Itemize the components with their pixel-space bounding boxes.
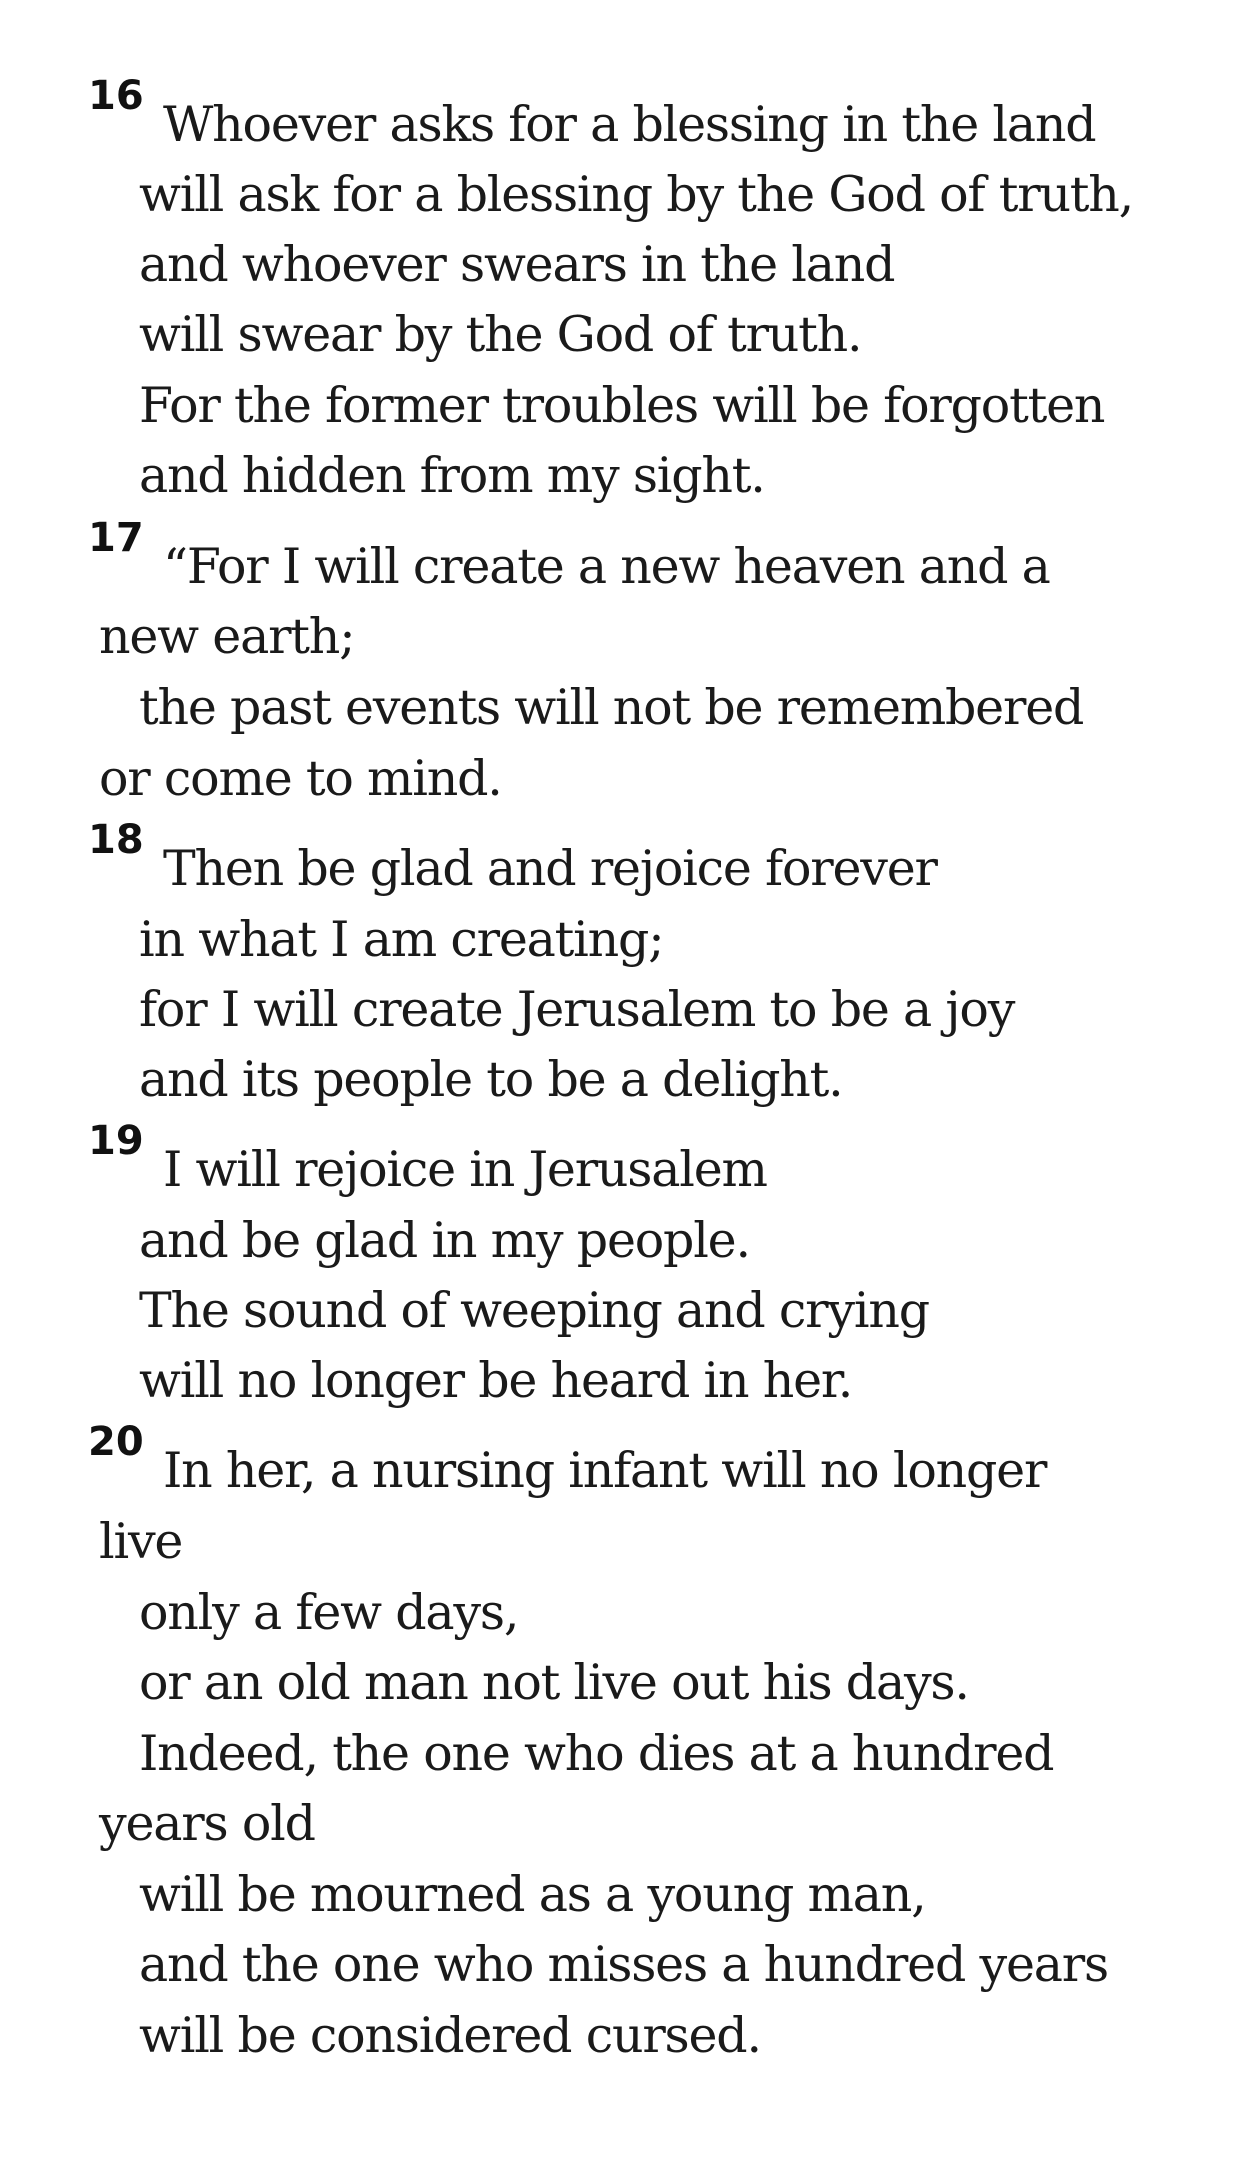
- verse-line: For the former troubles will be forgotten: [139, 377, 1105, 434]
- verse-line: and whoever swears in the land: [139, 236, 895, 293]
- verse-line: will be mourned as a young man,: [139, 1866, 926, 1923]
- verse-number: 16: [88, 73, 144, 119]
- verse-line: the past events will not be remembered: [139, 679, 1084, 736]
- verse-line: for I will create Jerusalem to be a joy: [139, 981, 1015, 1038]
- verse-line: “For I will create a new heaven and a: [163, 538, 1050, 595]
- verse-line: and be glad in my people.: [139, 1212, 750, 1269]
- verse-line: Indeed, the one who dies at a hundred: [139, 1725, 1054, 1782]
- verse-line: Whoever asks for a blessing in the land: [163, 96, 1096, 153]
- verse-number: 19: [88, 1118, 144, 1164]
- verse-line: The sound of weeping and crying: [139, 1282, 929, 1339]
- verse-line: or an old man not live out his days.: [139, 1654, 969, 1711]
- verse-line: live: [99, 1513, 183, 1570]
- verse-number: 18: [88, 817, 144, 863]
- verse-number: 17: [88, 515, 144, 561]
- verse-line: only a few days,: [139, 1584, 519, 1641]
- verse-line: or come to mind.: [99, 750, 502, 807]
- verse-line: in what I am creating;: [139, 911, 664, 968]
- verse-line: will be considered cursed.: [139, 2007, 761, 2064]
- verse-line: and its people to be a delight.: [139, 1051, 843, 1108]
- verse-line: will no longer be heard in her.: [139, 1352, 853, 1409]
- verse-line: new earth;: [99, 608, 355, 665]
- verse-line: and hidden from my sight.: [139, 447, 765, 504]
- verse-line: I will rejoice in Jerusalem: [163, 1141, 767, 1198]
- verse-line: and the one who misses a hundred years: [139, 1936, 1108, 1993]
- verse-line: will swear by the God of truth.: [139, 306, 862, 363]
- verse-line: In her, a nursing infant will no longer: [163, 1442, 1047, 1499]
- verse-line: Then be glad and rejoice forever: [163, 840, 937, 897]
- verse-number: 20: [88, 1419, 144, 1465]
- verse-line: will ask for a blessing by the God of truth,: [139, 166, 1134, 223]
- verse-line: years old: [99, 1795, 315, 1852]
